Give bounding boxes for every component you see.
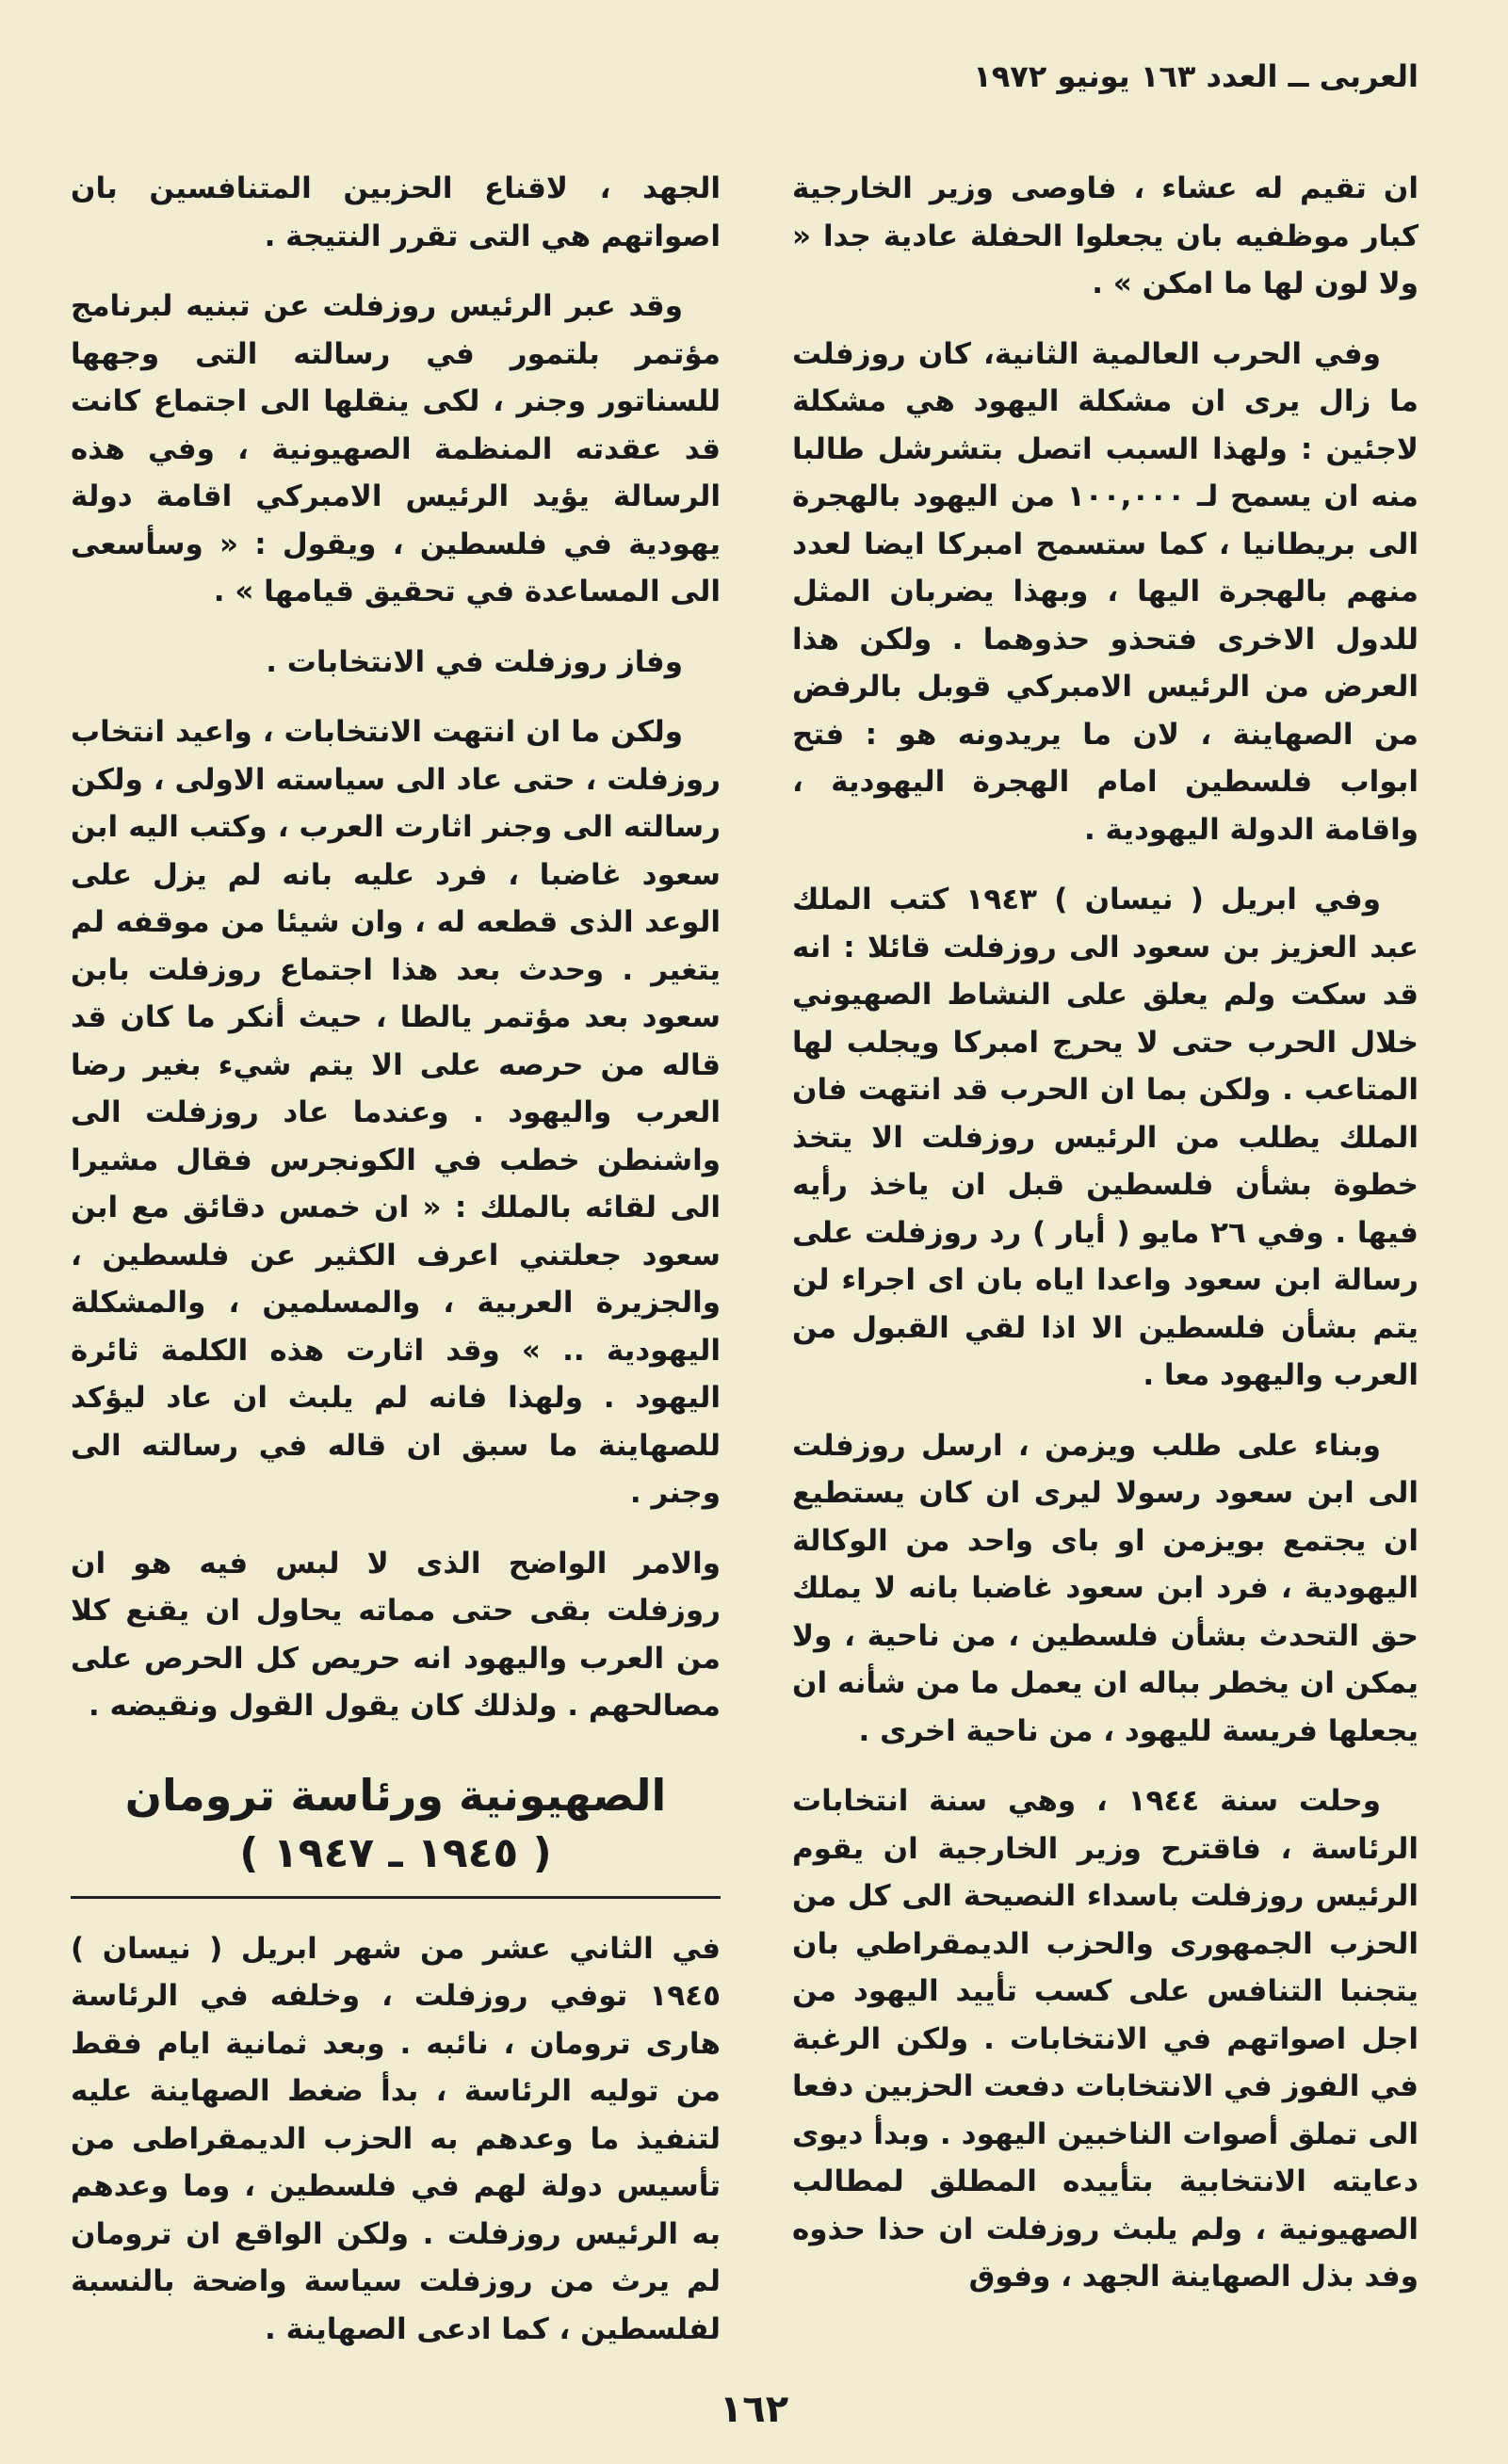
section-title: الصهيونية ورئاسة ترومان — [124, 1769, 667, 1821]
section-divider — [71, 1896, 721, 1899]
paragraph: الجهد ، لاقناع الحزبين المتنافسين بان اصواتهم هي التى تقرر النتيجة . — [71, 171, 721, 253]
section-years: ( ١٩٤٥ ـ ١٩٤٧ ) — [239, 1828, 552, 1877]
right-column — [792, 165, 1419, 2324]
paragraph: وقد عبر الرئيس روزفلت عن تبنيه لبرنامج مؤتمر بلتمور في رسالته التى وجهها للسناتور وجنر ، لكى ينقلها الى اجتماع كانت قد عقدته المنظمة الصهيونية ، وفي هذه الرسالة يؤيد الرئيس الامبركي اقامة دولة يهودية في فلسطين ، ويقول : « وسأسعى الى المساعدة في تحقيق قيامها » . — [71, 289, 721, 608]
paragraph: وفاز روزفلت في الانتخابات . — [266, 644, 683, 679]
paragraph: وحلت سنة ١٩٤٤ ، وهي سنة انتخابات الرئاسة ، فاقترح وزير الخارجية ان يقوم الرئيس روزفلت باسداء النصيحة الى كل من الحزب الجمهورى والحزب الديمقراطي بان يتجنبا التنافس على كسب تأييد اليهود من اجل اصواتهم في الانتخابات . ولكن الرغبة في الفوز في الانتخابات دفعت الحزبين دفعا الى تملق أصوات الناخبين اليهود . وبدأ ديوى دعايته الانتخابية بتأييده المطلق لمطالب الصهيونية ، ولم يلبث روزفلت ان حذا حذوه وفد بذل الصهاينة الجهد ، وفوق — [792, 1784, 1419, 2294]
running-header: العربى ــ العدد ١٦٣ يونيو ١٩٧٢ — [973, 58, 1419, 94]
paragraph: في الثاني عشر من شهر ابريل ( نيسان ) ١٩٤٥ توفي روزفلت ، وخلفه في الرئاسة هارى ترومان ، نائبه . وبعد ثمانية ايام فقط من توليه الرئاسة ، بدأ ضغط الصهاينة عليه لتنفيذ ما وعدهم به الحزب الديمقراطى من تأسيس دولة لهم في فلسطين ، وما وعدهم به الرئيس روزفلت . ولكن الواقع ان ترومان لم يرث من روزفلت سياسة واضحة بالنسبة لفلسطين ، كما ادعى الصهاينة . — [71, 1931, 721, 2346]
paragraph: وفي الحرب العالمية الثانية، كان روزفلت ما زال يرى ان مشكلة اليهود هي مشكلة لاجئين : ولهذا السبب اتصل بتشرشل طالبا منه ان يسمح لـ ١٠٠,٠٠٠ من اليهود بالهجرة الى بريطانيا ، كما ستسمح امبركا ايضا لعدد منهم بالهجرة اليها ، وبهذا يضربان المثل للدول الاخرى فتحذو حذوهما . ولكن هذا العرض من الرئيس الامبركي قوبل بالرفض من الصهاينة ، لان ما يريدونه هو : فتح ابواب فلسطين امام الهجرة اليهودية ، واقامة الدولة اليهودية . — [792, 336, 1419, 847]
paragraph: ولكن ما ان انتهت الانتخابات ، واعيد انتخاب روزفلت ، حتى عاد الى سياسته الاولى ، ولكن رسالته الى وجنر اثارت العرب ، وكتب اليه ابن سعود غاضبا ، فرد عليه بانه لم يزل على الوعد الذى قطعه له ، وان شيئا من موقفه لم يتغير . وحدث بعد هذا اجتماع روزفلت بابن سعود بعد مؤتمر يالطا ، حيث أنكر ما كان قد قاله من حرصه على الا يتم شيء بغير رضا العرب واليهود . وعندما عاد روزفلت الى واشنطن خطب في الكونجرس فقال مشيرا الى لقائه بالملك : « ان خمس دقائق مع ابن سعود جعلتني اعرف الكثير عن فلسطين ، والجزيرة العربية ، والمسلمين ، والمشكلة اليهودية .. » وقد اثارت هذه الكلمة ثائرة اليهود . ولهذا فانه لم يلبث ان عاد ليؤكد للصهاينة ما سبق ان قاله في رسالته الى وجنر . — [71, 715, 721, 1510]
paragraph: ان تقيم له عشاء ، فاوصى وزير الخارجية كبار موظفيه بان يجعلوا الحفلة عادية جدا « ولا لون لها ما امكن » . — [792, 171, 1419, 300]
paragraph: والامر الواضح الذى لا لبس فيه هو ان روزفلت بقى حتى مماته يحاول ان يقنع كلا من العرب واليهود انه حريص كل الحرص على مصالحهم . ولذلك كان يقول القول ونقيضه . — [71, 1546, 721, 1723]
paragraph: وبناء على طلب ويزمن ، ارسل روزفلت الى ابن سعود رسولا ليرى ان كان يستطيع ان يجتمع بويزمن او باى واحد من الوكالة اليهودية ، فرد ابن سعود غاضبا بانه لا يملك حق التحدث بشأن فلسطين ، من ناحية ، ولا يمكن ان يخطر بباله ان يعمل ما من شأنه ان يجعلها فريسة لليهود ، من ناحية اخرى . — [792, 1428, 1419, 1748]
page-number: ١٦٢ — [719, 2388, 789, 2431]
paragraph: وفي ابريل ( نيسان ) ١٩٤٣ كتب الملك عبد العزيز بن سعود الى روزفلت قائلا : انه قد سكت ولم يعلق على النشاط الصهيوني خلال الحرب حتى لا يحرج امبركا ويجلب لها المتاعب . ولكن بما ان الحرب قد انتهت فان الملك يطلب من الرئيس روزفلت الا يتخذ خطوة بشأن فلسطين قبل ان ياخذ رأيه فيها . وفي ٢٦ مايو ( أيار ) رد روزفلت على رسالة ابن سعود واعدا اياه بان اى اجراء لن يتم بشأن فلسطين الا اذا لقي القبول من العرب واليهود معا . — [792, 883, 1419, 1392]
left-column — [71, 165, 721, 2375]
